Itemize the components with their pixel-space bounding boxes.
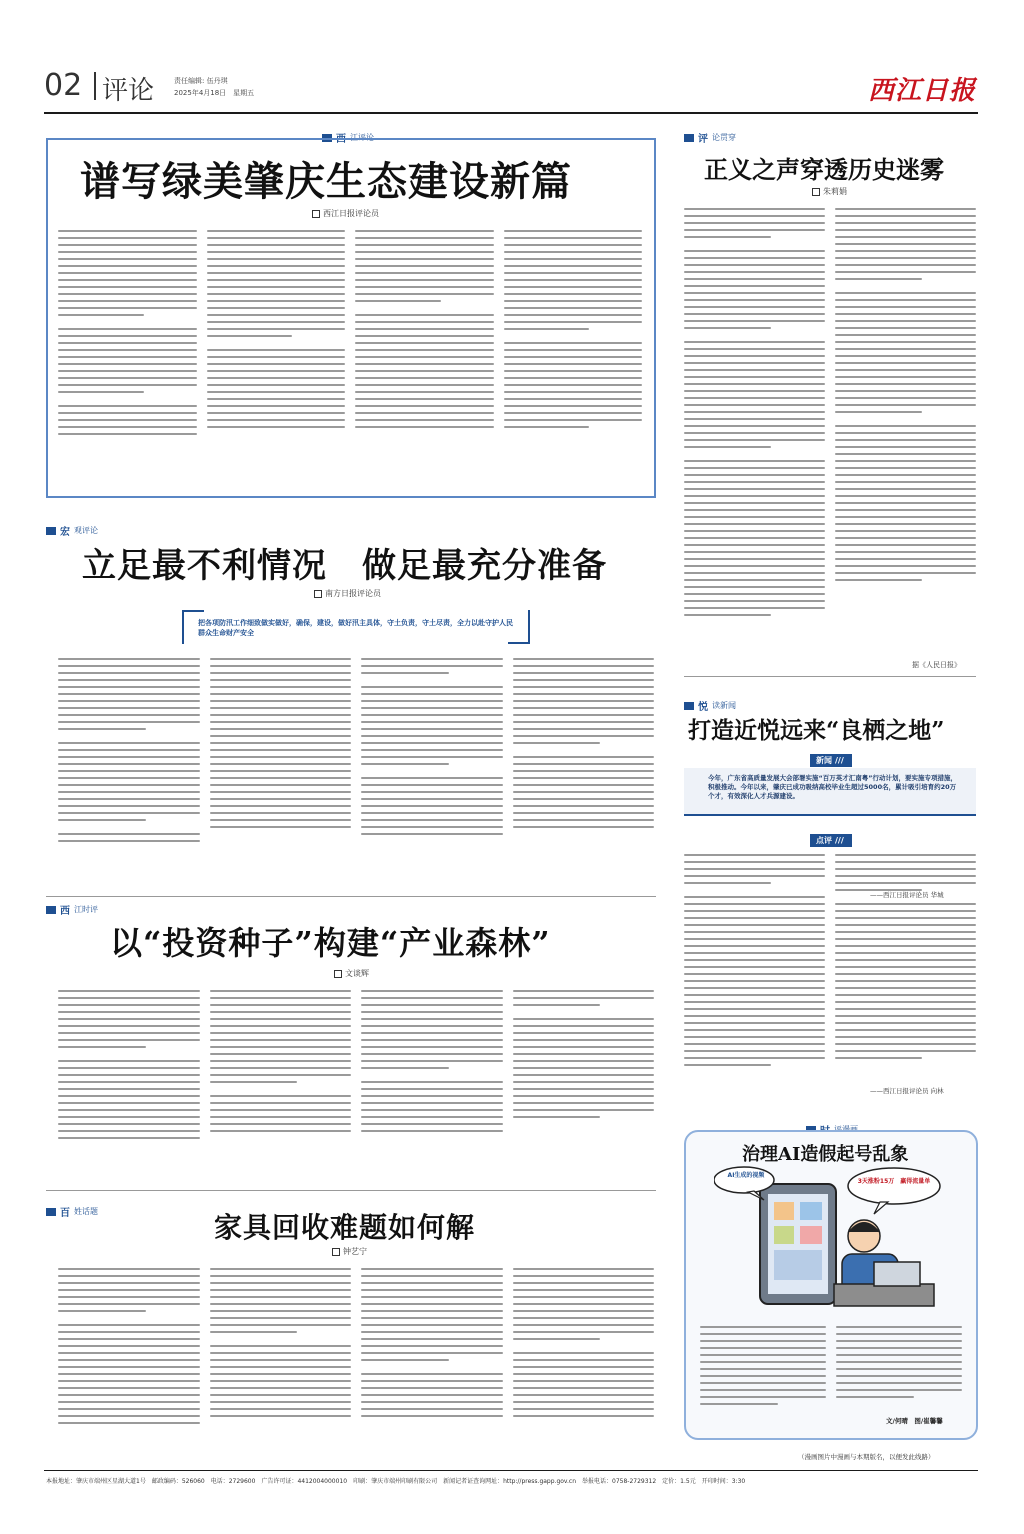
news-badge: 新闻 /// [810, 754, 852, 767]
article5-byline: 朱莉娟 [812, 186, 847, 197]
section-divider [46, 1190, 656, 1191]
tag-block-icon [684, 134, 694, 142]
article2-tag: 宏 观评论 [46, 523, 98, 538]
tag-block-icon [46, 527, 56, 535]
cartoon-footnote: （漫画图片中漫画与本期版名，以便发此线路） [798, 1453, 935, 1461]
credit-b: ——西江日报评论员 向林 [870, 1087, 944, 1095]
article2-title: 立足最不利情况 做足最充分准备 [82, 546, 607, 586]
comment-badge: 点评 /// [810, 834, 852, 847]
cartoon-illustration [714, 1164, 944, 1314]
article6-tag: 悦 读新闻 [684, 698, 736, 713]
article4-body [58, 1268, 654, 1460]
article2-quote: 把各项防汛工作细致做实做好，确保，建设，做好汛主具体，守土负责，守土尽责，全力以赴守护人民群众生命财产安全 [198, 619, 513, 637]
bubble-right-icon [848, 1168, 940, 1214]
article1-tag: 西 江评论 [322, 130, 374, 145]
article5-title: 正义之声穿透历史迷雾 [704, 155, 944, 184]
editor-line: 责任编辑: 伍丹琪 [174, 77, 228, 85]
article4-title: 家具回收难题如何解 [214, 1211, 476, 1244]
phone-icon [760, 1184, 836, 1304]
date-line: 2025年4月18日 星期五 [174, 89, 255, 97]
article3-title: 以“投资种子”构建“产业森林” [110, 924, 551, 962]
article1-body [58, 230, 642, 482]
cartoon-title: 治理AI造假起号乱象 [742, 1144, 909, 1165]
article3-body [58, 990, 654, 1172]
page-number: 02 [44, 68, 83, 103]
article2-byline: 南方日报评论员 [314, 588, 381, 599]
paper-logo: 西江日报 [867, 76, 976, 106]
article5-tag: 评 论贯穿 [684, 130, 736, 145]
article3-byline: 文谈辉 [334, 968, 369, 979]
article2-body [58, 658, 654, 878]
section-name: 评论 [102, 76, 155, 106]
quote-bracket-top [184, 610, 204, 612]
masthead-rule [44, 112, 978, 114]
article6-title: 打造近悦远来“良栖之地” [688, 717, 945, 744]
article4-tag: 百 姓话题 [46, 1204, 98, 1219]
masthead-divider [94, 72, 96, 100]
tag-block-icon [684, 702, 694, 710]
article5-body [684, 208, 976, 660]
article6-news-box [684, 768, 976, 816]
article1-byline: 西江日报评论员 [312, 208, 379, 219]
article1-title: 谱写绿美肇庆生态建设新篇 [80, 158, 572, 205]
footer-rule [44, 1470, 978, 1471]
bubble-right-text: 3天涨粉15万 赢得流量单 [857, 1178, 931, 1185]
quote-bracket-bottom [508, 642, 528, 644]
tag-block-icon [46, 906, 56, 914]
article4-byline: 钟艺宁 [332, 1246, 367, 1257]
masthead [44, 62, 978, 108]
section-divider [46, 896, 656, 897]
article5-source: 据《人民日报》 [912, 661, 961, 669]
credit-a: ——西江日报评论员 华城 [870, 891, 944, 899]
bubble-left-text: AI生成的视频 [727, 1172, 765, 1179]
tag-block-icon [46, 1208, 56, 1216]
footer-imprint: 本报地址：肇庆市端州区星湖大道1号 邮政编码：526060 电话：2729600 广告许可证：4412004000010 印刷：肇庆市端州印刷有限公司 新闻记者证查询网址：http://press.gapp.gov.cn 举报电话：0758-2729312 定价：1.5元 开印时间：3:30 [46, 1478, 746, 1485]
cartoon-credit: 文/何晴 图/崔馨馨 [886, 1417, 943, 1425]
article2-quote-bracket [182, 610, 530, 644]
article3-tag: 西 江时评 [46, 902, 98, 917]
cartoon-caption [700, 1326, 962, 1422]
right-divider [684, 676, 976, 677]
article6-news-text: 今年，广东省高质量发展大会部署实施“百万英才汇南粤”行动计划，要实施专项措施，积极推动。今年以来，肇庆已成功吸纳高校毕业生超过5000名，累计吸引培育约20万个才，有效深化人才兵源建设。 [708, 774, 958, 800]
